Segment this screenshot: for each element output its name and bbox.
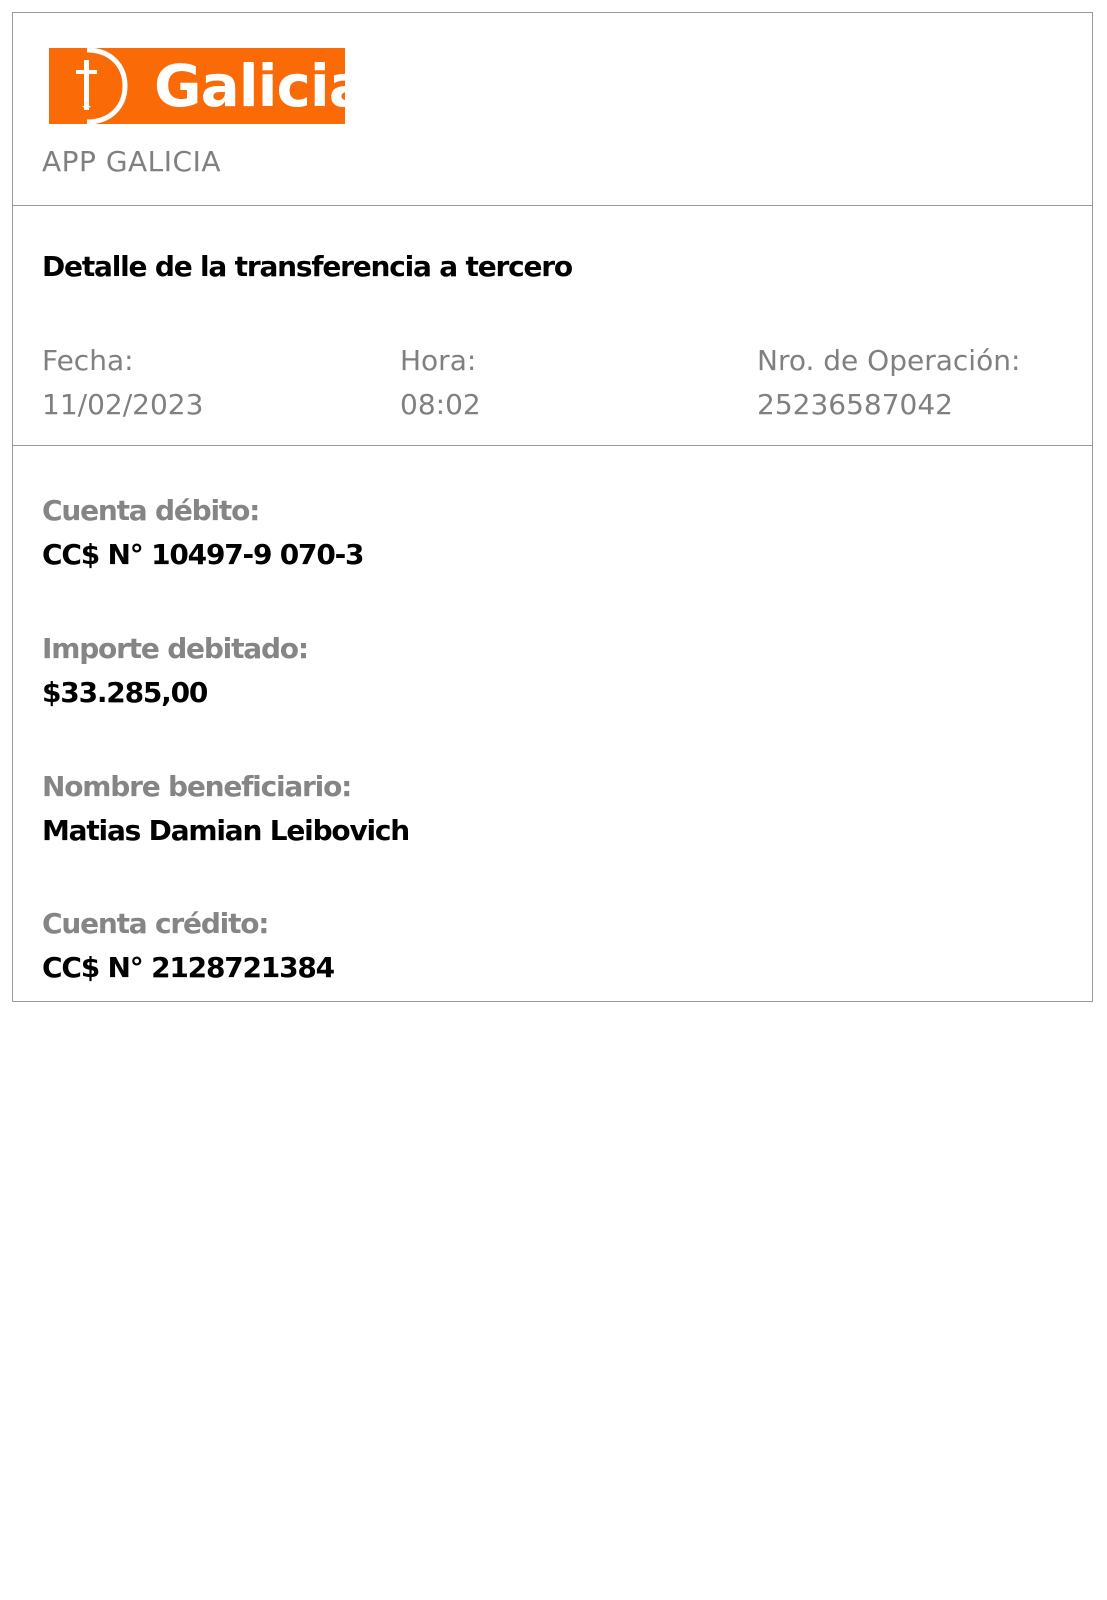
cuenta-debito-field <box>42 489 363 577</box>
transfer-summary <box>13 205 1092 446</box>
page-title: Detalle de la transferencia a tercero <box>42 250 572 283</box>
galicia-logo <box>49 48 367 124</box>
operacion-value: 25236587042 <box>757 388 953 421</box>
importe-value: $33.285,00 <box>42 676 208 709</box>
cuenta-debito-label: Cuenta débito: <box>42 494 260 527</box>
beneficiario-value: Matias Damian Leibovich <box>42 814 410 847</box>
cuenta-debito-value: CC$ N° 10497-9 070-3 <box>42 538 364 571</box>
cuenta-credito-value: CC$ N° 2128721384 <box>42 951 334 984</box>
operacion-label: Nro. de Operación: <box>757 344 1021 377</box>
beneficiario-field <box>42 765 409 853</box>
hora-block <box>400 339 481 427</box>
cuenta-credito-field <box>42 902 334 990</box>
receipt-header <box>13 13 1092 206</box>
fecha-label: Fecha: <box>42 344 134 377</box>
importe-label: Importe debitado: <box>42 632 308 665</box>
operacion-block <box>757 339 1020 427</box>
hora-label: Hora: <box>400 344 477 377</box>
fecha-block <box>42 339 203 427</box>
beneficiario-label: Nombre beneficiario: <box>42 770 352 803</box>
transfer-receipt <box>12 12 1093 1002</box>
app-name: APP GALICIA <box>42 145 221 178</box>
hora-value: 08:02 <box>400 388 481 421</box>
importe-field <box>42 627 308 715</box>
cuenta-credito-label: Cuenta crédito: <box>42 907 269 940</box>
logo-wordmark: Galicia <box>154 52 367 120</box>
fecha-value: 11/02/2023 <box>42 388 204 421</box>
